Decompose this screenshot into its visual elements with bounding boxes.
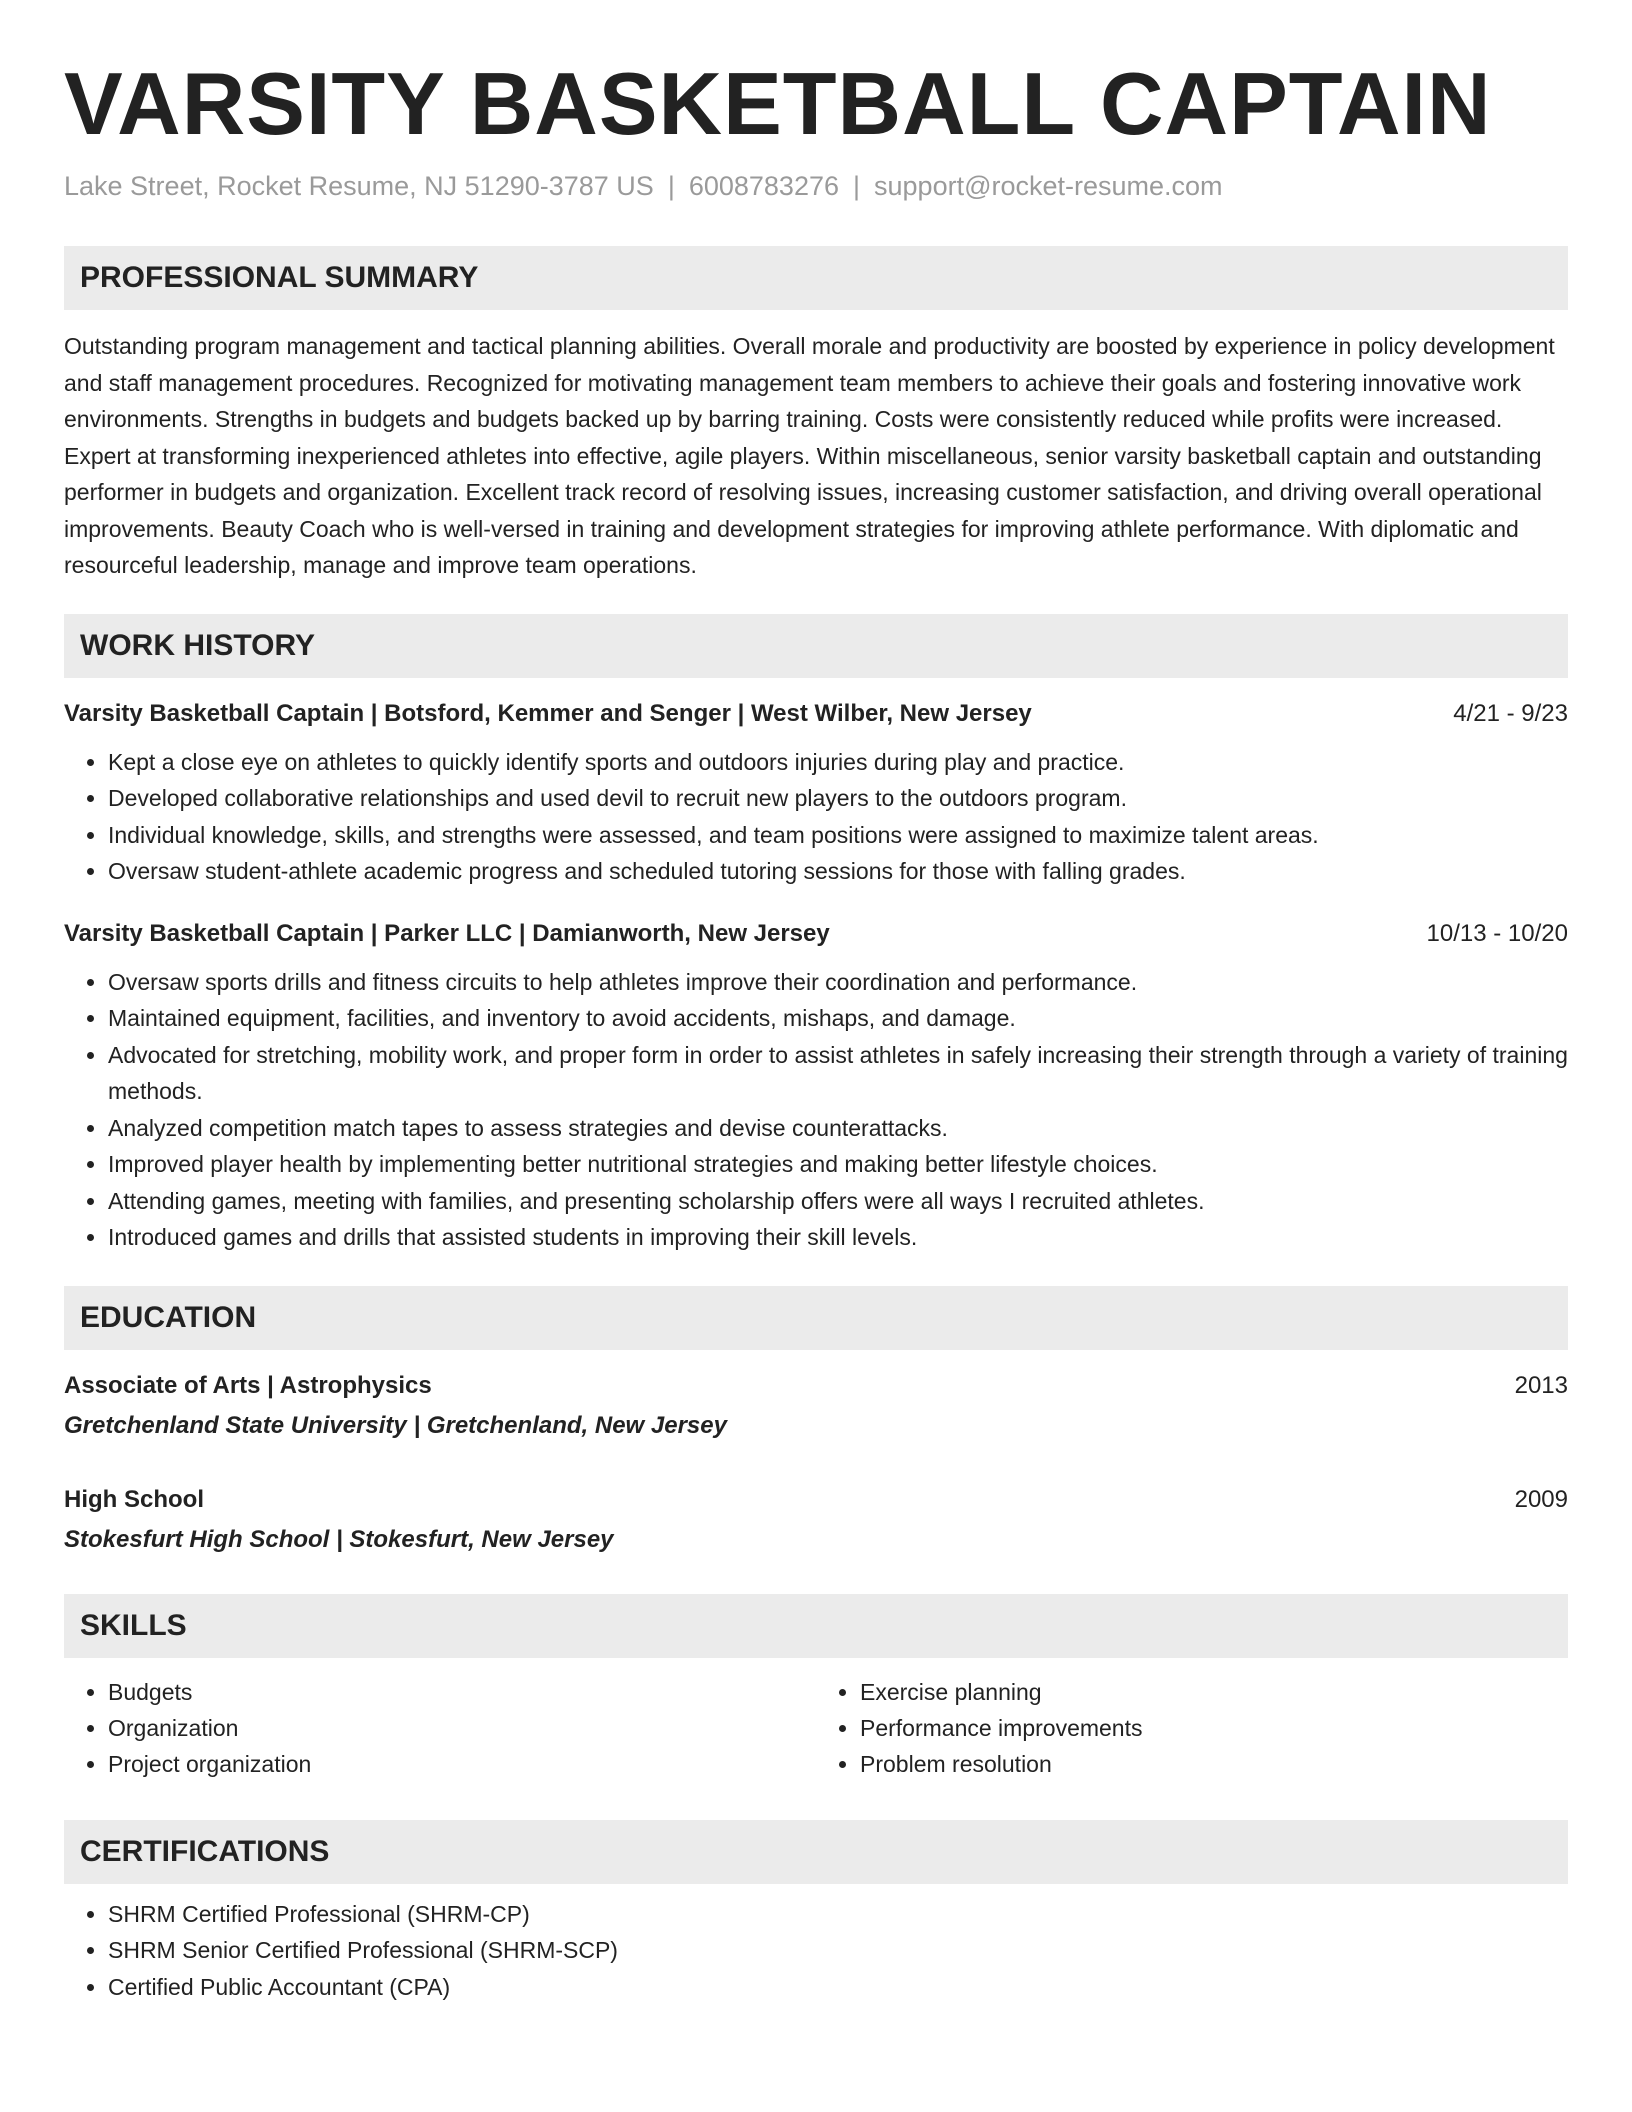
section-heading-work-history: WORK HISTORY xyxy=(64,614,1568,678)
certifications-list xyxy=(64,1896,1568,2006)
candidate-name: VARSITY BASKETBALL CAPTAIN xyxy=(64,54,1492,153)
contact-separator: | xyxy=(853,171,861,201)
job-bullet: • Maintained equipment, facilities, and inventory to avoid accidents, mishaps, and damage. xyxy=(108,1000,1568,1037)
certification-item: • SHRM Senior Certified Professional (SHRM-SCP) xyxy=(108,1932,1568,1969)
education-degree: Associate of Arts | Astrophysics xyxy=(64,1371,432,1399)
education-degree: High School xyxy=(64,1485,204,1513)
skill-item: • Problem resolution xyxy=(860,1746,1568,1782)
job-bullet: • Advocated for stretching, mobility work, and proper form in order to assist athletes in safely increasing their strength through a variety of training methods. xyxy=(108,1037,1568,1110)
education-year: 2013 xyxy=(1514,1371,1568,1399)
education-entry xyxy=(64,1368,1568,1444)
certification-item: • SHRM Certified Professional (SHRM-CP) xyxy=(108,1896,1568,1933)
job-title: Varsity Basketball Captain | Parker LLC | Damianworth, New Jersey xyxy=(64,919,830,947)
section-heading-summary: PROFESSIONAL SUMMARY xyxy=(64,246,1568,310)
section-heading-skills: SKILLS xyxy=(64,1594,1568,1658)
certification-item: • Certified Public Accountant (CPA) xyxy=(108,1969,1568,2006)
skill-item: • Organization xyxy=(108,1710,816,1746)
job-header xyxy=(64,916,1568,952)
job-bullet: • Attending games, meeting with families, and presenting scholarship offers were all ways I recruited athletes. xyxy=(108,1183,1568,1220)
contact-email: support@rocket-resume.com xyxy=(874,171,1223,201)
job-title: Varsity Basketball Captain | Botsford, Kemmer and Senger | West Wilber, New Jersey xyxy=(64,699,1032,727)
skill-item: • Performance improvements xyxy=(860,1710,1568,1746)
job-header xyxy=(64,696,1568,732)
section-heading-certifications: CERTIFICATIONS xyxy=(64,1820,1568,1884)
skill-item: • Exercise planning xyxy=(860,1674,1568,1710)
job-bullet: • Improved player health by implementing better nutritional strategies and making better lifestyle choices. xyxy=(108,1146,1568,1183)
education-year: 2009 xyxy=(1514,1485,1568,1513)
job-bullets xyxy=(64,964,1568,1256)
skill-item: • Project organization xyxy=(108,1746,816,1782)
job-bullet: • Developed collaborative relationships and used devil to recruit new players to the outdoors program. xyxy=(108,780,1568,817)
contact-phone: 6008783276 xyxy=(688,171,839,201)
section-heading-education: EDUCATION xyxy=(64,1286,1568,1350)
job-bullet: • Kept a close eye on athletes to quickly identify sports and outdoors injuries during play and practice. xyxy=(108,744,1568,781)
education-entry xyxy=(64,1482,1568,1558)
job-bullets xyxy=(64,744,1568,890)
contact-line xyxy=(64,166,1568,206)
job-bullet: • Oversaw student-athlete academic progress and scheduled tutoring sessions for those with falling grades. xyxy=(108,853,1568,890)
job-entry xyxy=(64,696,1568,890)
education-header xyxy=(64,1482,1568,1518)
skills-columns xyxy=(64,1674,1568,1782)
education-school: Stokesfurt High School | Stokesfurt, New Jersey xyxy=(64,1525,614,1553)
job-bullet: • Oversaw sports drills and fitness circuits to help athletes improve their coordination and performance. xyxy=(108,964,1568,1001)
job-dates: 4/21 - 9/23 xyxy=(1453,699,1568,727)
skills-list-left xyxy=(64,1674,816,1782)
education-school: Gretchenland State University | Gretchenland, New Jersey xyxy=(64,1411,727,1439)
job-bullet: • Analyzed competition match tapes to assess strategies and devise counterattacks. xyxy=(108,1110,1568,1147)
job-bullet: • Introduced games and drills that assisted students in improving their skill levels. xyxy=(108,1219,1568,1256)
contact-separator: | xyxy=(667,171,675,201)
job-dates: 10/13 - 10/20 xyxy=(1426,919,1568,947)
job-entry xyxy=(64,916,1568,1256)
skills-list-right xyxy=(816,1674,1568,1782)
contact-address: Lake Street, Rocket Resume, NJ 51290-3787 US xyxy=(64,171,654,201)
summary-text: Outstanding program management and tactical planning abilities. Overall morale and productivity are boosted by experience in policy development and staff management procedures. Recognized for motivating management team members to achieve their goals and fostering innovative work environments. Strengths in budgets and budgets backed up by barring training. Costs were consistently reduced while profits were increased. Expert at transforming inexperienced athletes into effective, agile players. Within miscellaneous, senior varsity basketball captain and outstanding performer in budgets and organization. Excellent track record of resolving issues, increasing customer satisfaction, and driving overall operational improvements. Beauty Coach who is well-versed in training and development strategies for improving athlete performance. With diplomatic and resourceful leadership, manage and improve team operations. xyxy=(64,333,1555,578)
job-bullet: • Individual knowledge, skills, and strengths were assessed, and team positions were assigned to maximize talent areas. xyxy=(108,817,1568,854)
education-header xyxy=(64,1368,1568,1404)
skill-item: • Budgets xyxy=(108,1674,816,1710)
